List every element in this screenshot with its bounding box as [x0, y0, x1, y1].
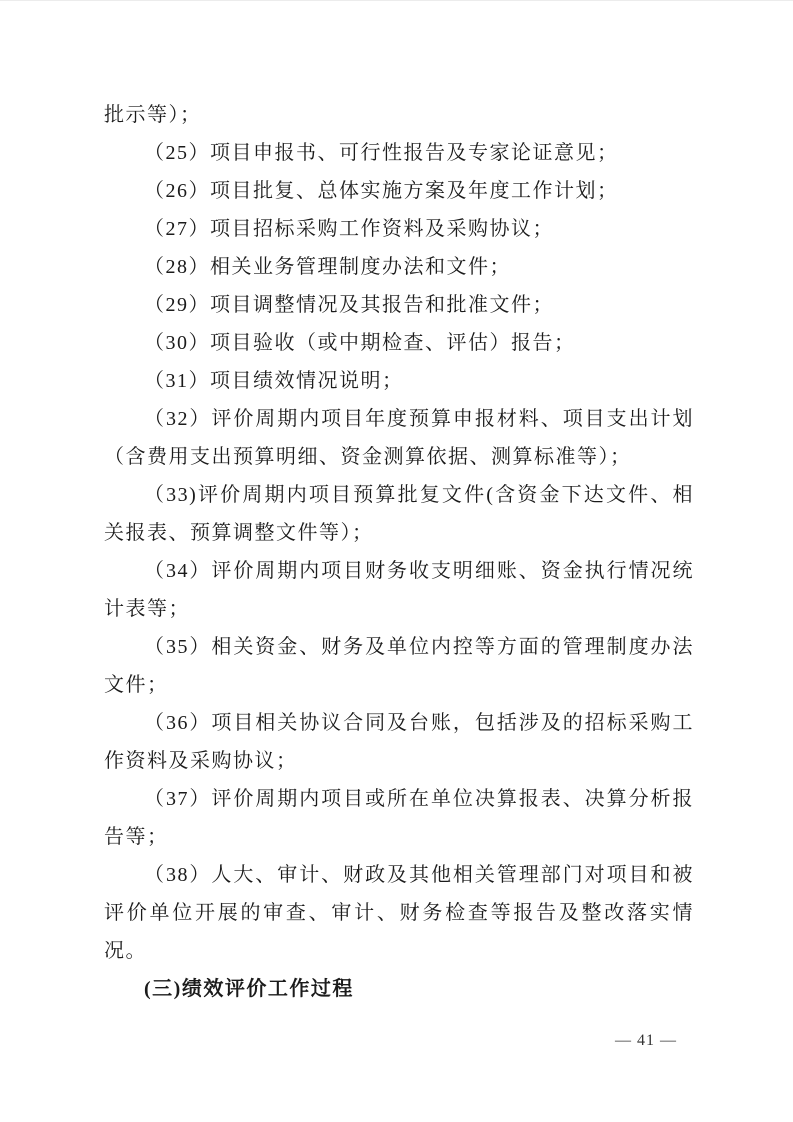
list-item-35: （35）相关资金、财务及单位内控等方面的管理制度办法文件；: [104, 636, 694, 696]
section-heading: (三)绩效评价工作过程: [144, 978, 354, 1000]
page-number: — 41 —: [615, 1032, 677, 1049]
list-item-29: （29）项目调整情况及其报告和批准文件；: [144, 294, 554, 316]
paragraph-continuation: 批示等）；: [104, 104, 202, 126]
document-body: [104, 96, 694, 1008]
list-item-36: （36）项目相关协议合同及台账，包括涉及的招标采购工作资料及采购协议；: [104, 712, 694, 772]
list-item-30: （30）项目验收（或中期检查、评估）报告；: [144, 332, 576, 354]
list-item-33: （33)评价周期内项目预算批复文件(含资金下达文件、相关报表、预算调整文件等）；: [104, 484, 694, 544]
list-item-34: （34）评价周期内项目财务收支明细账、资金执行情况统计表等；: [104, 560, 694, 620]
list-item-28: （28）相关业务管理制度办法和文件；: [144, 256, 511, 278]
list-item-32: （32）评价周期内项目年度预算申报材料、项目支出计划（含费用支出预算明细、资金测算依据、测算标准等）；: [104, 408, 694, 468]
list-item-38: （38）人大、审计、财政及其他相关管理部门对项目和被评价单位开展的审查、审计、财务检查等报告及整改落实情况。: [104, 864, 694, 962]
list-item-25: （25）项目申报书、可行性报告及专家论证意见；: [144, 142, 619, 164]
list-item-27: （27）项目招标采购工作资料及采购协议；: [144, 218, 554, 240]
list-item-31: （31）项目绩效情况说明；: [144, 370, 404, 392]
list-item-37: （37）评价周期内项目或所在单位决算报表、决算分析报告等；: [104, 788, 694, 848]
list-item-26: （26）项目批复、总体实施方案及年度工作计划；: [144, 180, 619, 202]
